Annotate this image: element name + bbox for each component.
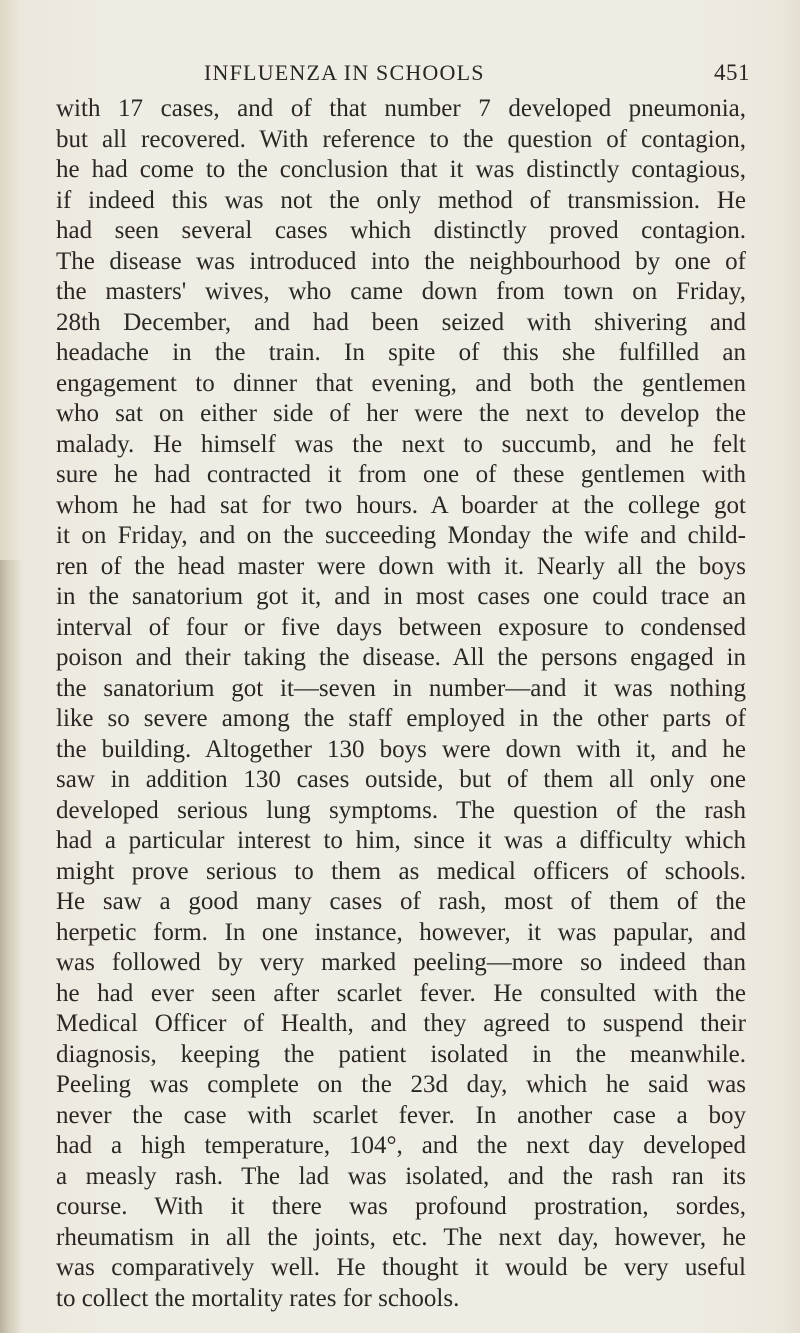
text-line: it on Friday, and on the succeeding Monday the wife and child- xyxy=(56,522,746,549)
text-line: interval of four or five days between exposure to condensed xyxy=(56,613,746,641)
text-line: had a high temperature, 104°, and the next day developed xyxy=(56,1132,746,1159)
running-head: INFLUENZA IN SCHOOLS xyxy=(204,60,485,85)
text-line: poison and their taking the disease. All the persons engaged in xyxy=(56,644,746,671)
text-line: never the case with scarlet fever. In another case a boy xyxy=(56,1101,746,1129)
text-line: course. With it there was profound prostration, sordes, xyxy=(56,1193,746,1220)
text-line: with 17 cases, and of that number 7 developed pneumonia, xyxy=(56,95,746,122)
text-line: the masters' wives, who came down from town on Friday, xyxy=(56,278,746,305)
text-line: The disease was introduced into the neighbourhood by one of xyxy=(56,247,746,275)
text-line: rheumatism in all the joints, etc. The next day, however, he xyxy=(56,1223,746,1251)
text-line-last: to collect the mortality rates for schools. xyxy=(56,1284,460,1312)
text-line: ren of the head master were down with it. Nearly all the boys xyxy=(56,552,746,580)
text-line: developed serious lung symptoms. The question of the rash xyxy=(56,796,746,824)
text-line: but all recovered. With reference to the question of contagion, xyxy=(56,125,746,153)
text-line: saw in addition 130 cases outside, but of them all only one xyxy=(56,766,746,793)
text-line: malady. He himself was the next to succumb, and he felt xyxy=(56,430,746,458)
text-line: had seen several cases which distinctly proved contagion. xyxy=(56,217,746,244)
text-line: if indeed this was not the only method of transmission. He xyxy=(56,186,746,214)
text-line: Peeling was complete on the 23d day, which he said was xyxy=(56,1071,746,1098)
body-text xyxy=(56,94,746,1314)
text-line: whom he had sat for two hours. A boarder at the college got xyxy=(56,491,746,519)
text-line: headache in the train. In spite of this she fulfilled an xyxy=(56,339,746,366)
text-line: herpetic form. In one instance, however, it was papular, and xyxy=(56,918,746,946)
text-line: like so severe among the staff employed in the other parts of xyxy=(56,705,746,732)
text-line: engagement to dinner that evening, and both the gentlemen xyxy=(56,369,746,397)
page-header xyxy=(0,60,800,90)
text-line: was followed by very marked peeling—more so indeed than xyxy=(56,949,746,976)
text-line: who sat on either side of her were the next to develop the xyxy=(56,400,746,427)
text-line: he had come to the conclusion that it was distinctly contagious, xyxy=(56,156,746,183)
text-line: the building. Altogether 130 boys were down with it, and he xyxy=(56,735,746,763)
text-line: he had ever seen after scarlet fever. He consulted with the xyxy=(56,979,746,1007)
page-binding-shadow xyxy=(0,560,22,1333)
text-line: a measly rash. The lad was isolated, and the rash ran its xyxy=(56,1162,746,1190)
text-line: had a particular interest to him, since it was a difficulty which xyxy=(56,827,746,854)
text-line: the sanatorium got it—seven in number—and it was nothing xyxy=(56,674,746,702)
text-line: 28th December, and had been seized with shivering and xyxy=(56,308,746,336)
text-line: He saw a good many cases of rash, most of them of the xyxy=(56,888,746,915)
text-line: Medical Officer of Health, and they agreed to suspend their xyxy=(56,1010,746,1037)
text-line: sure he had contracted it from one of these gentlemen with xyxy=(56,461,746,488)
text-line: was comparatively well. He thought it would be very useful xyxy=(56,1254,746,1281)
text-line: diagnosis, keeping the patient isolated in the meanwhile. xyxy=(56,1040,746,1068)
text-line: might prove serious to them as medical officers of schools. xyxy=(56,857,746,885)
text-line: in the sanatorium got it, and in most cases one could trace an xyxy=(56,583,746,610)
page-number: 451 xyxy=(714,60,750,85)
